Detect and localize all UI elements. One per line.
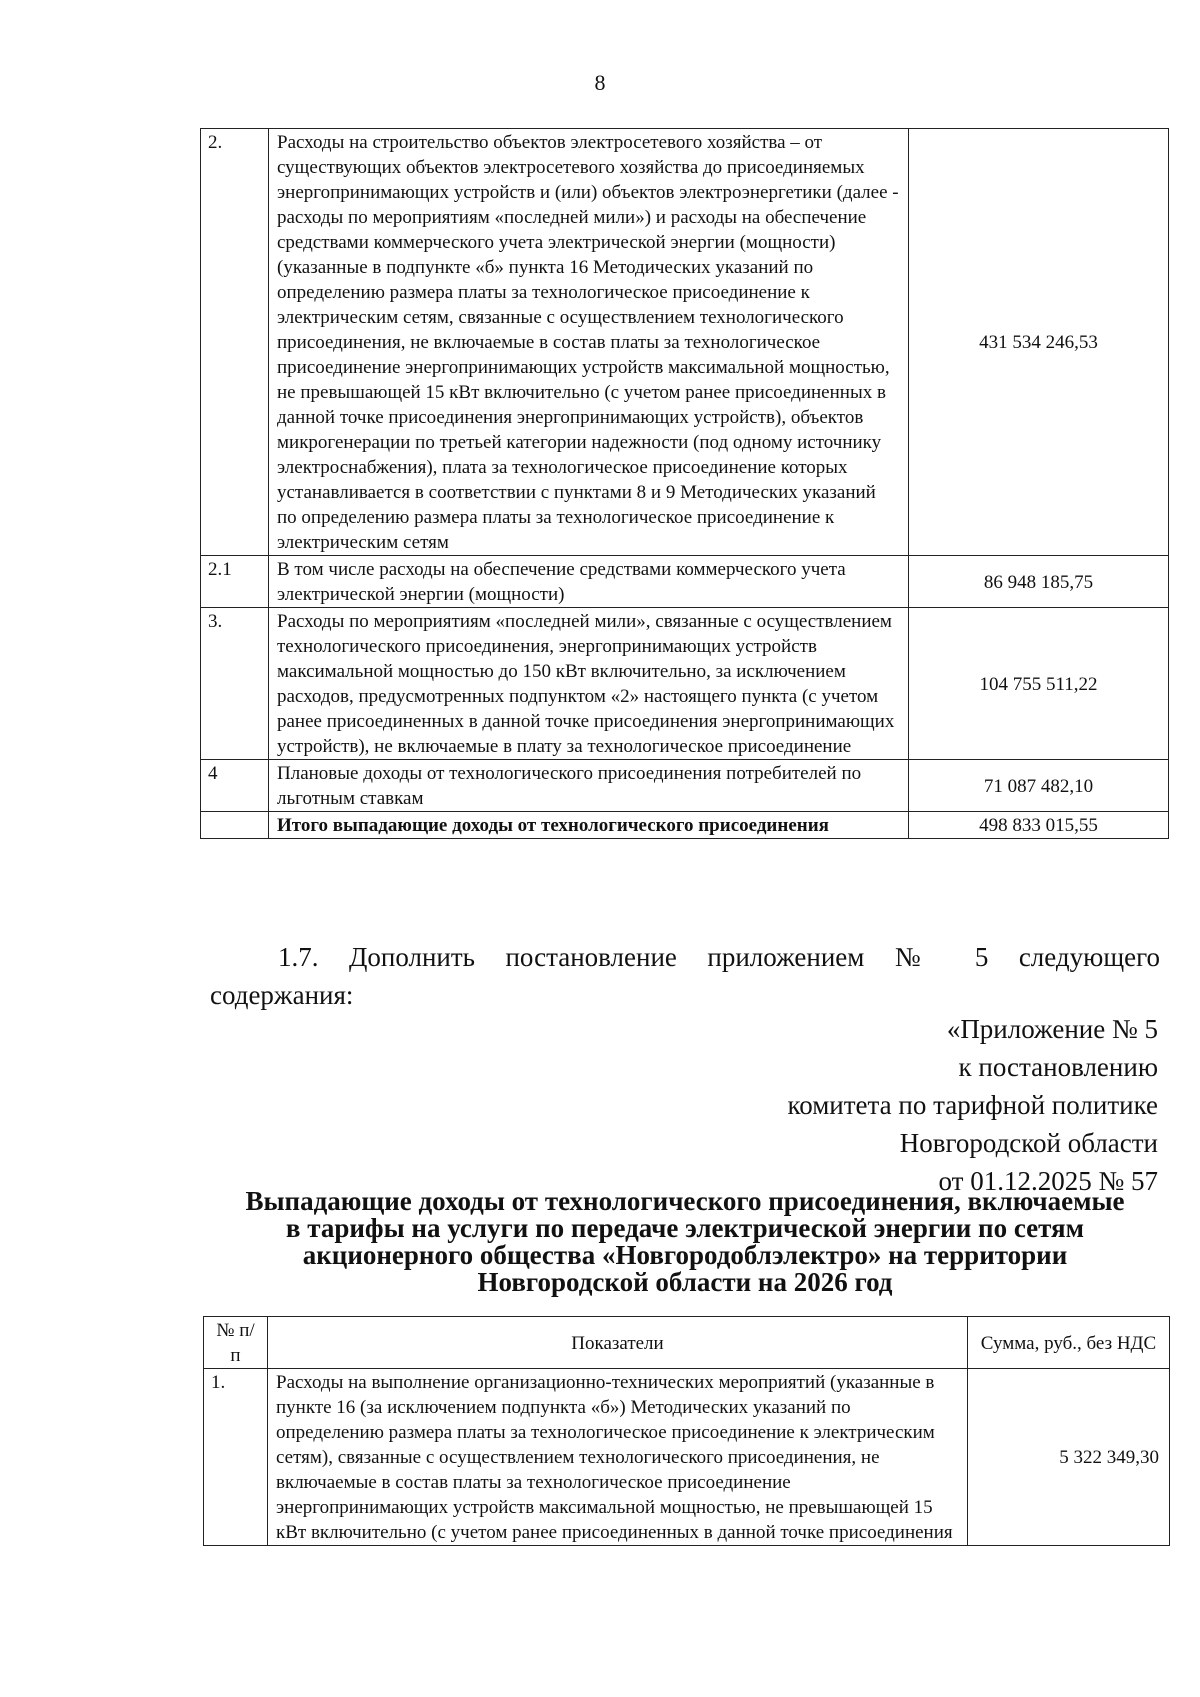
appendix-line: от 01.12.2025 № 57 (938, 1166, 1158, 1196)
appendix-line: комитета по тарифной политике (787, 1090, 1158, 1120)
row-number: 1. (204, 1369, 268, 1546)
table-row (201, 760, 1169, 812)
header-number: № п/п (204, 1317, 268, 1369)
row-value: 86 948 185,75 (909, 556, 1169, 608)
table-row (201, 608, 1169, 760)
table-row (204, 1369, 1170, 1546)
appendix-header (787, 1010, 1158, 1200)
expenses-table-2026 (203, 1316, 1170, 1546)
table-row-total (201, 812, 1169, 839)
header-sum: Сумма, руб., без НДС (968, 1317, 1170, 1369)
row-text: В том числе расходы на обеспечение средствами коммерческого учета электрической энергии (мощности) (269, 556, 909, 608)
row-value: 5 322 349,30 (968, 1369, 1170, 1546)
appendix-line: Новгородской области (899, 1128, 1158, 1158)
header-indicator: Показатели (268, 1317, 968, 1369)
table-row (201, 556, 1169, 608)
table-row (201, 129, 1169, 556)
row-text: Итого выпадающие доходы от технологического присоединения (269, 812, 909, 839)
row-text: Расходы на выполнение организационно-технических мероприятий (указанные в пункте 16 (за исключением подпункта «б») Методических указаний по определению размера платы за технологическое присоединение к электрическим сетям), связанные с осуществлением технологического присоединения, не включаемые в состав платы за технологическое присоединение энергопринимающих устройств максимальной мощностью, не превышающей 15 кВт включительно (с учетом ранее присоединенных в данной точке присоединения (268, 1369, 968, 1546)
row-number: 2.1 (201, 556, 269, 608)
row-value: 498 833 015,55 (909, 812, 1169, 839)
row-number: 4 (201, 760, 269, 812)
row-text: Расходы на строительство объектов электросетевого хозяйства – от существующих объектов электросетевого хозяйства до присоединяемых энергопринимающих устройств и (или) объектов электроэнергетики (далее - расходы по мероприятиям «последней мили») и расходы на обеспечение средствами коммерческого учета электрической энергии (мощности) (указанные в подпункте «б» пункта 16 Методических указаний по определению размера платы за технологическое присоединение к электрическим сетям, связанные с осуществлением технологического присоединения, не включаемые в состав платы за технологическое присоединение энергопринимающих устройств максимальной мощностью, не превышающей 15 кВт включительно (с учетом ранее присоединенных в данной точке присоединения энергопринимающих устройств), объектов микрогенерации по третьей категории надежности (под одному источнику электроснабжения), плата за технологическое присоединение которых устанавливается в соответствии с пунктами 8 и 9 Методических указаний по определению размера платы за технологическое присоединение к электрическим сетям (269, 129, 909, 556)
row-value: 104 755 511,22 (909, 608, 1169, 760)
row-value: 71 087 482,10 (909, 760, 1169, 812)
paragraph-1-7-continuation: содержания: (210, 980, 354, 1010)
row-value: 431 534 246,53 (909, 129, 1169, 556)
document-title (200, 1188, 1170, 1296)
title-line: акционерного общества «Новгородоблэлектро» на территории (302, 1240, 1068, 1270)
row-number: 3. (201, 608, 269, 760)
appendix-line: к постановлению (958, 1052, 1158, 1082)
row-number (201, 812, 269, 839)
appendix-line: «Приложение № 5 (946, 1014, 1158, 1044)
title-line: Выпадающие доходы от технологического присоединения, включаемые (245, 1186, 1125, 1216)
page-number: 8 (594, 70, 606, 95)
title-line: Новгородской области на 2026 год (477, 1267, 893, 1297)
table-header-row (204, 1317, 1170, 1369)
title-line: в тарифы на услуги по передаче электрической энергии по сетям (285, 1213, 1085, 1243)
expenses-table-continued (200, 128, 1169, 839)
row-number: 2. (201, 129, 269, 556)
row-text: Расходы по мероприятиям «последней мили», связанные с осуществлением технологического присоединения, энергопринимающих устройств максимальной мощностью до 150 кВт включительно, за исключением расходов, предусмотренных подпунктом «2» настоящего пункта (с учетом ранее присоединенных в данной точке присоединения энергопринимающих устройств), не включаемые в плату за технологическое присоединение (269, 608, 909, 760)
paragraph-1-7: 1.7. Дополнить постановление приложением № 5 следующего (278, 942, 1160, 972)
row-text: Плановые доходы от технологического присоединения потребителей по льготным ставкам (269, 760, 909, 812)
